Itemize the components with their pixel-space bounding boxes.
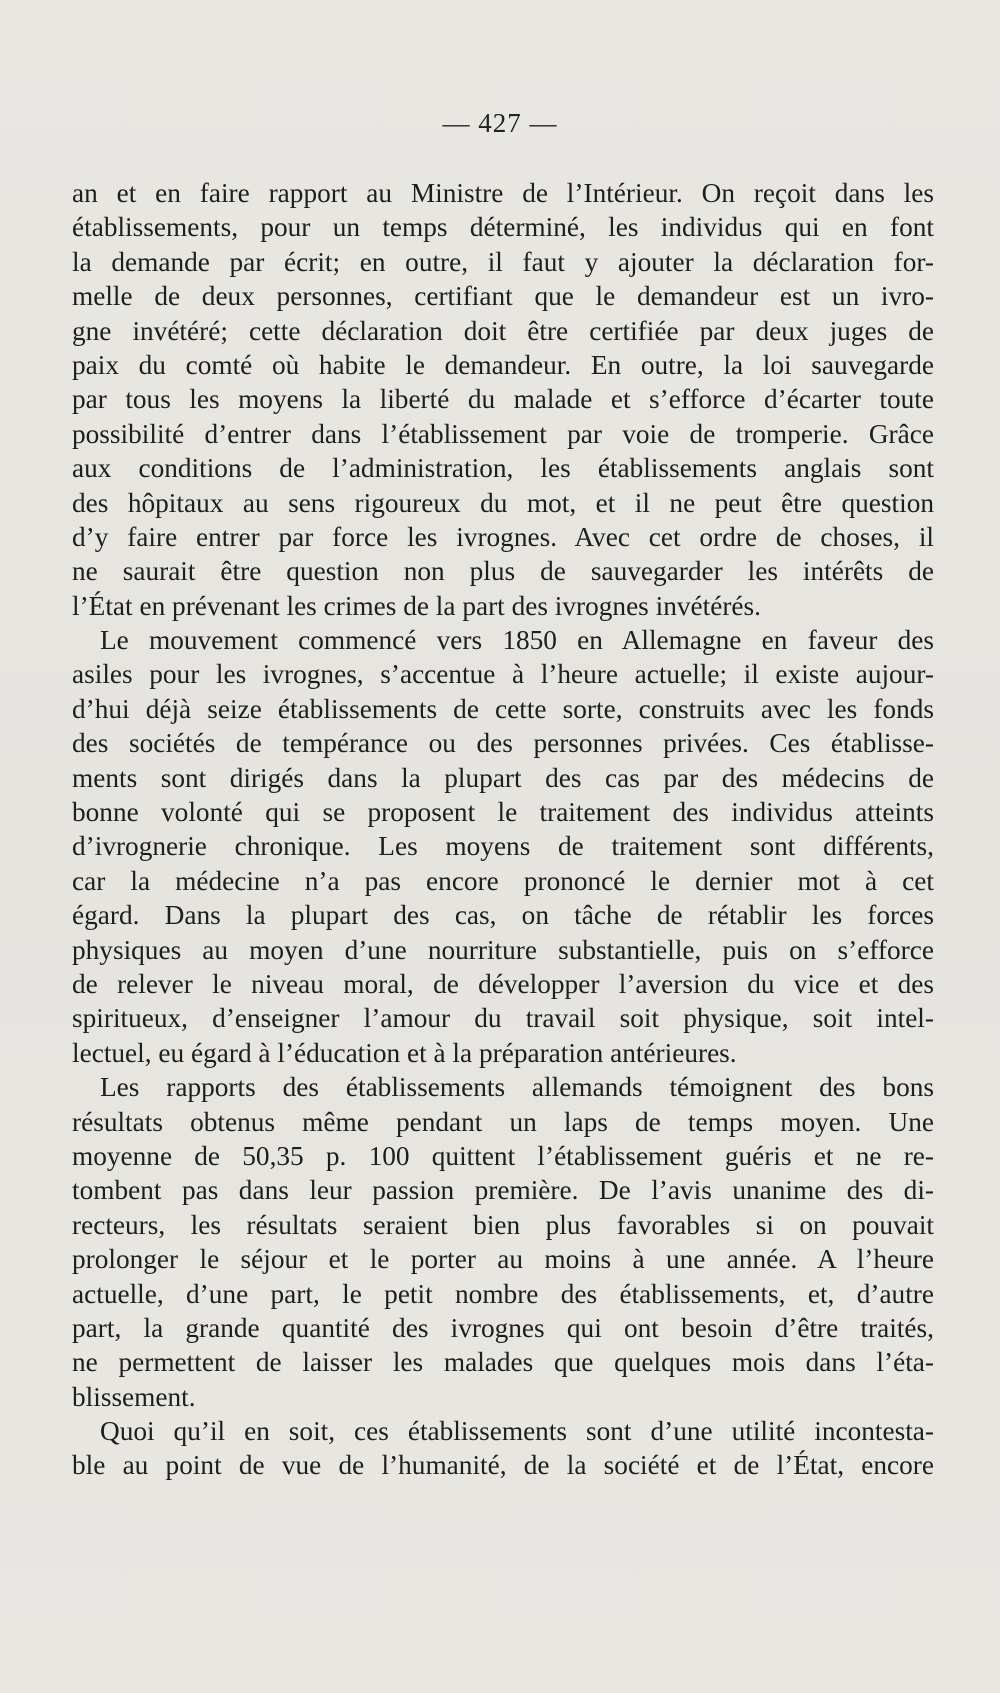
text-line: bonne volonté qui se proposent le traitement des individus atteints [72,797,934,828]
text-line: des sociétés de tempérance ou des personnes privées. Ces établisse- [72,728,934,759]
text-line: asiles pour les ivrognes, s’accentue à l’heure actuelle; il existe aujour- [72,659,934,690]
text-line: gne invétéré; cette déclaration doit être certifiée par deux juges de [72,315,934,346]
text-line: d’y faire entrer par force les ivrognes. Avec cet ordre de choses, il [72,521,934,552]
text-line: lectuel, eu égard à l’éducation et à la préparation antérieures. [72,1037,737,1068]
text-line: part, la grande quantité des ivrognes qui ont besoin d’être traités, [72,1312,934,1343]
text-line: physiques au moyen d’une nourriture substantielle, puis on s’efforce [72,934,934,965]
text-line: Les rapports des établissements allemands témoignent des bons [100,1072,934,1103]
text-line: par tous les moyens la liberté du malade et s’efforce d’écarter toute [72,384,934,415]
text-line: établissements, pour un temps déterminé, les individus qui en font [72,212,934,243]
text-line: possibilité d’entrer dans l’établissement par voie de tromperie. Grâce [72,418,934,449]
text-line: des hôpitaux au sens rigoureux du mot, et il ne peut être question [72,487,934,518]
body-text [72,176,934,1483]
text-line: résultats obtenus même pendant un laps de temps moyen. Une [72,1106,934,1137]
text-line: recteurs, les résultats seraient bien plus favorables si on pouvait [72,1209,934,1240]
text-line: ments sont dirigés dans la plupart des cas par des médecins de [72,762,934,793]
text-line: spiritueux, d’enseigner l’amour du travail soit physique, soit intel- [72,1003,934,1034]
text-line: an et en faire rapport au Ministre de l’Intérieur. On reçoit dans les [72,178,934,208]
text-line: paix du comté où habite le demandeur. En outre, la loi sauvegarde [72,349,934,380]
text-line: de relever le niveau moral, de développer l’aversion du vice et des [72,968,934,999]
text-line: d’ivrognerie chronique. Les moyens de traitement sont différents, [72,831,934,862]
text-line: ne permettent de laisser les malades que quelques mois dans l’éta- [72,1347,934,1378]
text-line: prolonger le séjour et le porter au moins à une année. A l’heure [72,1244,934,1275]
text-line: melle de deux personnes, certifiant que le demandeur est un ivro- [72,281,934,312]
text-line: la demande par écrit; en outre, il faut y ajouter la déclaration for- [72,246,934,277]
page-number: — 427 — [442,108,558,138]
text-line: Le mouvement commencé vers 1850 en Allemagne en faveur des [100,625,934,656]
text-line: aux conditions de l’administration, les établissements anglais sont [72,453,934,484]
text-line: égard. Dans la plupart des cas, on tâche de rétablir les forces [72,900,934,931]
text-line: d’hui déjà seize établissements de cette sorte, construits avec les fonds [72,693,934,724]
text-line: car la médecine n’a pas encore prononcé le dernier mot à cet [72,865,934,896]
text-line: actuelle, d’une part, le petit nombre des établissements, et, d’autre [72,1278,934,1309]
text-line: ne saurait être question non plus de sauvegarder les intérêts de [72,556,934,587]
text-line: ble au point de vue de l’humanité, de la société et de l’État, encore [72,1450,934,1481]
text-line: moyenne de 50,35 p. 100 quittent l’établissement guéris et ne re- [72,1140,934,1171]
text-line: Quoi qu’il en soit, ces établissements sont d’une utilité incontesta- [100,1416,934,1447]
text-line: tombent pas dans leur passion première. De l’avis unanime des di- [72,1175,934,1206]
text-line: l’État en prévenant les crimes de la part des ivrognes invétérés. [72,590,761,621]
text-line: blissement. [72,1381,196,1412]
